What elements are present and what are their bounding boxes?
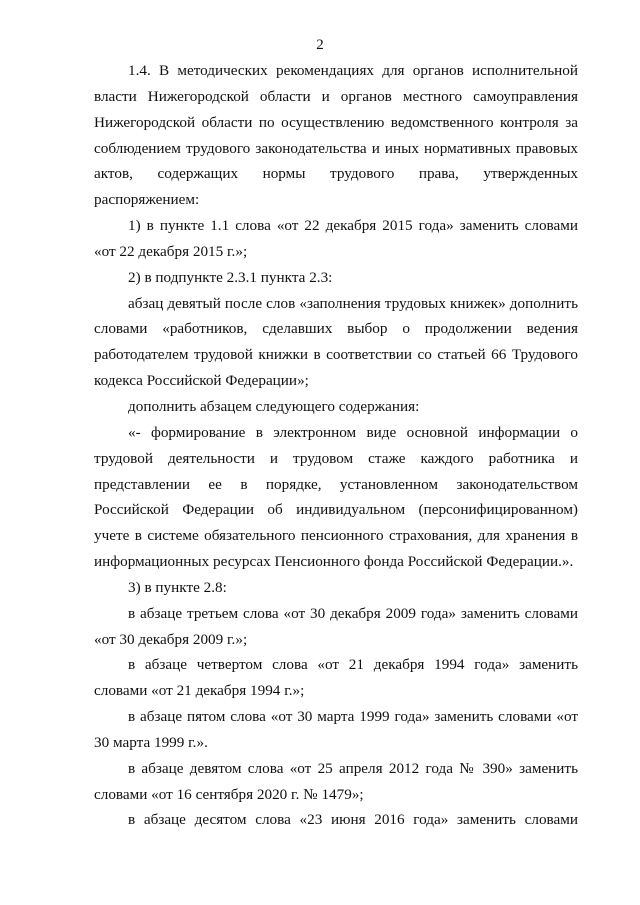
paragraph-abzac-10: в абзаце десятом слова «23 июня 2016 года» заменить словами: [128, 811, 578, 829]
paragraph-item-1: 1) в пункте 1.1 слова «от 22 декабря 2015 года» заменить словами «от 22 декабря 2015 г.»;: [94, 217, 578, 260]
page-number: 2: [316, 37, 324, 53]
paragraph-abzac-9-date: в абзаце девятом слова «от 25 апреля 2012 года № 390» заменить словами «от 16 сентября 2020 г. № 1479»;: [94, 759, 578, 803]
paragraph-quote-formation: «- формирование в электронном виде основной информации о трудовой деятельности и трудовом стаже каждого работника и представлении ее в порядке, установленном законодательством Российской Федерации об индивидуальном (персонифицированном) учете в системе обязательного пенсионного страхования, для хранения в информационных ресурсах Пенсионного фонда Российской Федерации.».: [94, 423, 578, 571]
paragraph-abzac-3: в абзаце третьем слова «от 30 декабря 2009 года» заменить словами «от 30 декабря 2009 г.»;: [94, 604, 578, 648]
paragraph-add-abzac: дополнить абзацем следующего содержания:: [128, 397, 420, 415]
paragraph-1-4-intro: 1.4. В методических рекомендациях для органов исполнительной власти Нижегородской области и органов местного самоуправления Нижегородской области по осуществлению ведомственного контроля за соблюдением трудового законодательства и иных нормативных правовых актов, содержащих нормы трудового права, утвержденных распоряжением:: [94, 62, 578, 209]
document-body: [94, 58, 578, 833]
paragraph-item-2: 2) в подпункте 2.3.1 пункта 2.3:: [128, 268, 333, 286]
paragraph-abzac-9: абзац девятый после слов «заполнения трудовых книжек» дополнить словами «работников, сделавших выбор о продолжении ведения работодателем трудовой книжки в соответствии со статьей 66 Трудового кодекса Российской Федерации»;: [94, 294, 578, 390]
paragraph-item-3: 3) в пункте 2.8:: [128, 578, 227, 596]
paragraph-abzac-4: в абзаце четвертом слова «от 21 декабря 1994 года» заменить словами «от 21 декабря 1994 г.»;: [94, 656, 578, 700]
paragraph-abzac-5: в абзаце пятом слова «от 30 марта 1999 года» заменить словами «от 30 марта 1999 г.».: [94, 708, 578, 751]
